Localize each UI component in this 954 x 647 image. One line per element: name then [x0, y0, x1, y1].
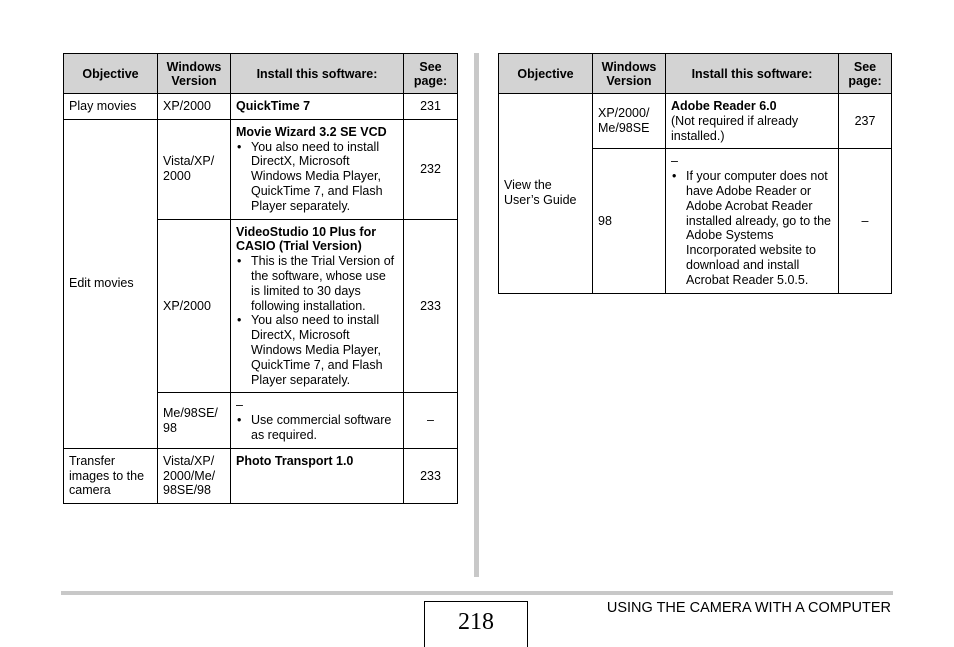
objective-cell: Play movies	[64, 94, 158, 120]
section-title: USING THE CAMERA WITH A COMPUTER	[606, 600, 891, 616]
software-name: VideoStudio 10 Plus for CASIO (Trial Version)	[236, 224, 377, 254]
header-windows-version: Windows Version	[158, 54, 231, 94]
page-cell: 232	[404, 119, 458, 219]
objective-cell: Edit movies	[64, 119, 158, 448]
page-number: 218	[424, 601, 528, 647]
software-cell	[231, 219, 404, 393]
software-name: Adobe Reader 6.0	[671, 99, 777, 113]
windows-cell: XP/2000	[158, 94, 231, 120]
left-software-table	[63, 53, 458, 504]
software-cell	[666, 94, 839, 149]
windows-cell: XP/2000	[158, 219, 231, 393]
windows-cell: Vista/XP/ 2000/Me/ 98SE/98	[158, 448, 231, 503]
table-row	[499, 94, 892, 149]
objective-cell: Transfer images to the camera	[64, 448, 158, 503]
header-objective: Objective	[499, 54, 593, 94]
page-cell: –	[839, 149, 892, 293]
objective-cell: View the User’s Guide	[499, 94, 593, 294]
column-divider	[474, 53, 479, 577]
windows-cell: Vista/XP/ 2000	[158, 119, 231, 219]
software-note: (Not required if already installed.)	[671, 113, 799, 143]
software-cell	[666, 149, 839, 293]
software-name: –	[236, 398, 243, 413]
software-cell: QuickTime 7	[231, 94, 404, 120]
software-name: –	[671, 154, 678, 169]
software-name: Movie Wizard 3.2 SE VCD	[236, 124, 387, 139]
note-item: • If your computer does not have Adobe Reader or Adobe Acrobat Reader installed already, go to the Adobe Systems Incorporated website to download and install Acrobat Reader 5.0.5.	[671, 169, 833, 287]
windows-cell: XP/2000/ Me/98SE	[593, 94, 666, 149]
header-see-page: See page:	[404, 54, 458, 94]
header-install-software: Install this software:	[666, 54, 839, 94]
page-cell: –	[404, 393, 458, 448]
software-cell	[231, 119, 404, 219]
table-row	[64, 448, 458, 503]
note-item: • This is the Trial Version of the software, whose use is limited to 30 days following installation.	[236, 254, 398, 313]
page-cell: 231	[404, 94, 458, 120]
software-cell: Photo Transport 1.0	[231, 448, 404, 503]
table-row	[64, 94, 458, 120]
table-header-row	[64, 54, 458, 94]
windows-cell: 98	[593, 149, 666, 293]
software-cell	[231, 393, 404, 448]
page-cell: 233	[404, 219, 458, 393]
header-windows-version: Windows Version	[593, 54, 666, 94]
note-list	[236, 254, 398, 387]
note-list	[236, 413, 398, 443]
footer-divider	[61, 591, 893, 595]
page-cell: 233	[404, 448, 458, 503]
table-row	[64, 119, 458, 219]
note-item: • Use commercial software as required.	[236, 413, 398, 443]
windows-cell: Me/98SE/ 98	[158, 393, 231, 448]
header-install-software: Install this software:	[231, 54, 404, 94]
header-see-page: See page:	[839, 54, 892, 94]
header-objective: Objective	[64, 54, 158, 94]
page-cell: 237	[839, 94, 892, 149]
note-item: • You also need to install DirectX, Microsoft Windows Media Player, QuickTime 7, and Flash Player separately.	[236, 140, 398, 214]
table-header-row	[499, 54, 892, 94]
right-software-table	[498, 53, 892, 294]
note-list	[671, 169, 833, 287]
note-item: • You also need to install DirectX, Microsoft Windows Media Player, QuickTime 7, and Flash Player separately.	[236, 313, 398, 387]
note-list	[236, 140, 398, 214]
